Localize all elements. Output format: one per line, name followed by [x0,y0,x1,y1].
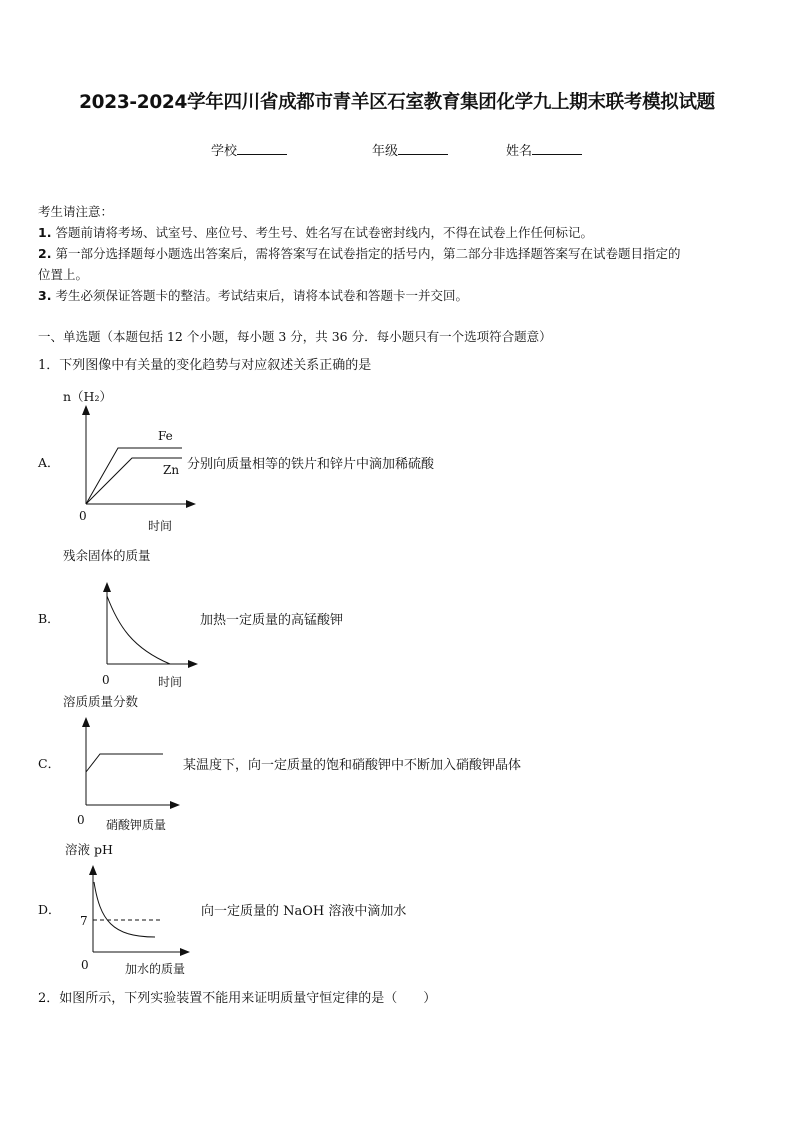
option-a-label: A． [38,455,60,470]
graph-c-origin: 0 [77,813,85,827]
graph-d-x-arrow [180,948,190,956]
graph-d-ylabel: 溶液 pH [65,842,113,857]
graph-a-origin: 0 [79,509,87,523]
graph-c-ylabel: 溶质质量分数 [63,694,139,709]
notice-num: 1. [38,225,52,240]
graph-d-y-arrow [89,865,97,875]
option-d-label: D． [38,902,61,917]
option-b-label: B． [38,611,60,626]
notice-text: 位置上。 [38,267,89,282]
option-d-desc: 向一定质量的 NaOH 溶液中滴加水 [201,904,407,919]
notice-text: 第一部分选择题每小题选出答案后，需将答案写在试卷指定的括号内，第二部分非选择题答案写在试卷题目指定的 [55,246,681,261]
notice-heading: 考生请注意： [38,204,114,219]
notice-text: 答题前请将考场、试室号、座位号、考生号、姓名写在试卷密封线内，不得在试卷上作任何标记。 [55,225,593,240]
grade-label: 年级 [372,144,399,159]
option-a-desc: 分别向质量相等的铁片和锌片中滴加稀硫酸 [187,457,435,472]
name-label: 姓名 [506,144,533,159]
graph-b-xlabel: 时间 [158,675,183,689]
option-b-desc: 加热一定质量的高锰酸钾 [200,613,344,628]
notice-num: 2. [38,246,52,261]
graph-a-xlabel: 时间 [148,519,173,533]
page-title: 2023-2024学年四川省成都市青羊区石室教育集团化学九上期末联考模拟试题 [79,92,715,113]
graph-d-curve [94,882,155,937]
graph-c-xlabel: 硝酸钾质量 [106,818,167,832]
notice-text: 考生必须保证答题卡的整洁。考试结束后，请将本试卷和答题卡一并交回。 [55,288,468,303]
question-1-stem: 1．下列图像中有关量的变化趋势与对应叙述关系正确的是 [38,358,372,373]
option-c-label: C． [38,756,61,771]
question-2-stem: 2．如图所示，下列实验装置不能用来证明质量守恒定律的是（ ） [38,991,437,1006]
graph-d-tick-7: 7 [80,914,88,928]
graph-a-ylabel: n（H₂） [63,389,112,404]
school-label: 学校 [211,144,238,159]
graph-a-fe-label: Fe [158,429,173,443]
graph-b-origin: 0 [102,673,110,687]
section-heading: 一、单选题（本题包括 12 个小题，每小题 3 分，共 36 分．每小题只有一个选项符合题意） [38,329,552,344]
graph-b-ylabel: 残余固体的质量 [63,548,151,563]
graph-d-origin: 0 [81,958,89,972]
option-c-desc: 某温度下，向一定质量的饱和硝酸钾中不断加入硝酸钾晶体 [183,758,522,773]
notice-num: 3. [38,288,52,303]
graph-a-zn-label: Zn [163,463,180,477]
graph-d-xlabel: 加水的质量 [125,962,186,976]
